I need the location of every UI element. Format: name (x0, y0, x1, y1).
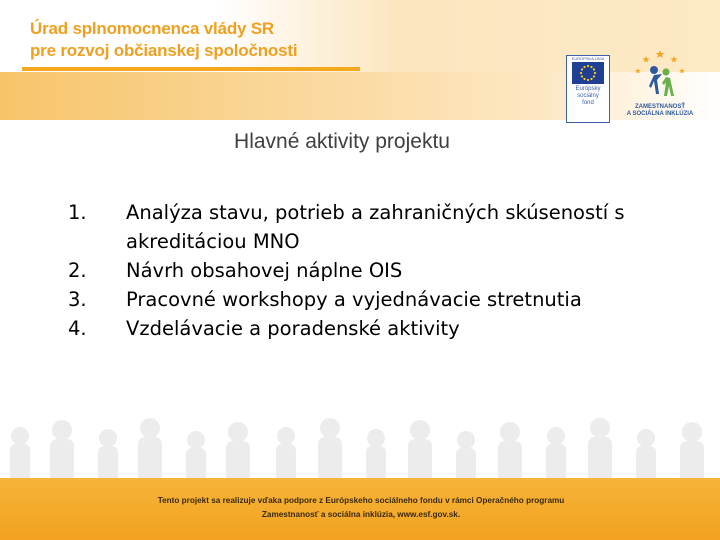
organization-name-line2: pre rozvoj občianskej spoločnosti (30, 41, 298, 60)
list-item (68, 314, 628, 343)
list-item (68, 256, 628, 285)
footer-text-line2: Zamestnanosť a sociálna inklúzia, www.esf.gov.sk. (261, 510, 461, 519)
organization-name-line1: Úrad splnomocnenca vlády SR (30, 19, 275, 38)
zamestnanost-logo-text (624, 104, 696, 118)
list-item-number: 1. (68, 201, 87, 224)
zamestnanost-logo (624, 48, 696, 124)
list-item (68, 285, 628, 314)
list-item-number: 2. (68, 259, 87, 282)
header-stripe (0, 72, 720, 120)
activities-list (68, 198, 628, 343)
list-item-number: 4. (68, 317, 87, 340)
zamestnanost-logo-line2: A SOCIÁLNA INKLÚZIA (626, 111, 694, 117)
esf-logo-text-line1: Európsky (575, 86, 601, 92)
people-stars-icon (624, 48, 696, 104)
list-item-text: Analýza stavu, potrieb a zahraničných skúseností s akreditáciou MNO (126, 201, 625, 253)
esf-logo-text-line3: fond (582, 100, 594, 106)
list-item (68, 198, 628, 256)
list-item-number: 3. (68, 288, 87, 311)
slide-title: Hlavné aktivity projektu (234, 130, 450, 153)
zamestnanost-logo-line1: ZAMESTNANOSŤ (635, 104, 685, 110)
header-underline (22, 67, 360, 71)
eu-flag-icon (572, 62, 604, 84)
footer-text (126, 494, 596, 522)
list-item-text: Návrh obsahovej náplne OIS (126, 259, 403, 282)
organization-name (30, 18, 370, 62)
list-item-text: Pracovné workshopy a vyjednávacie stretnutia (126, 288, 582, 311)
footer-text-line1: Tento projekt sa realizuje vďaka podpore z Európskeho sociálneho fondu v rámci Operačného programu (157, 496, 565, 505)
crowd-silhouettes (0, 418, 720, 482)
esf-logo-text (567, 86, 609, 107)
esf-logo-top-text: EURÓPSKA ÚNIA (571, 56, 605, 61)
esf-logo-text-line2: sociálny (577, 93, 599, 99)
list-item-text: Vzdelávacie a poradenské aktivity (126, 317, 460, 340)
esf-logo (566, 55, 610, 123)
